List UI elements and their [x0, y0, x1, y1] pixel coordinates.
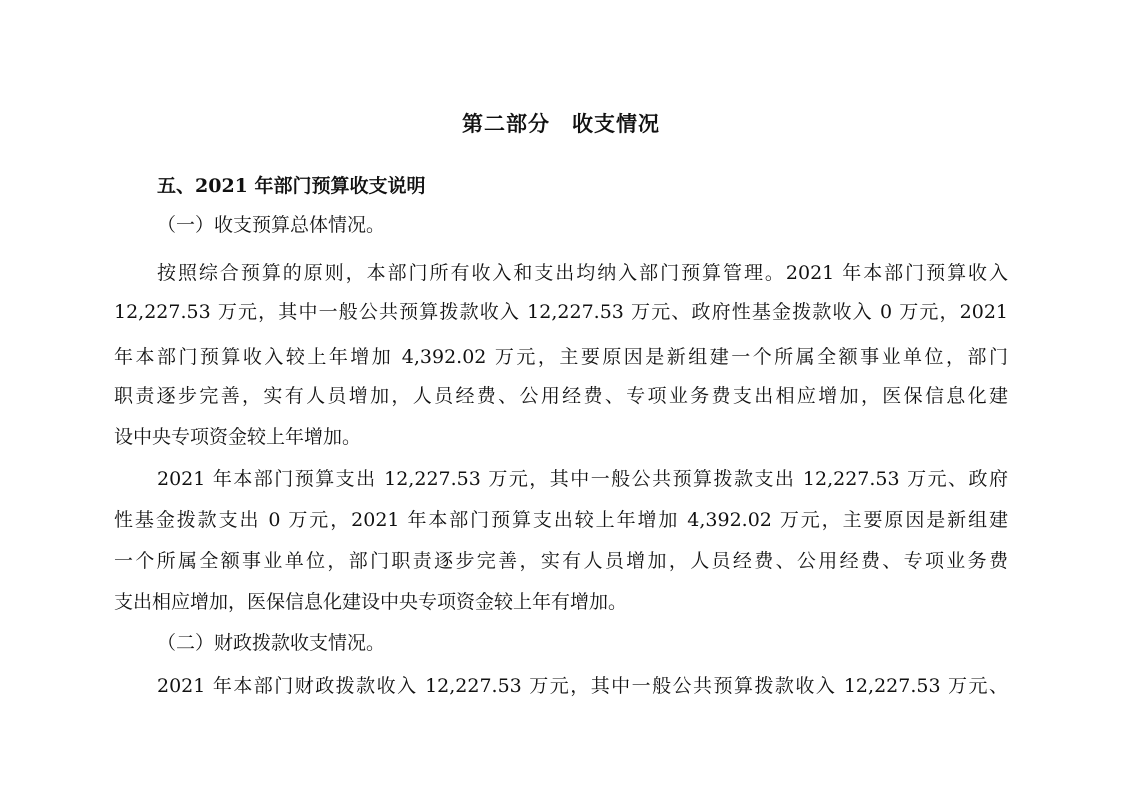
- paragraph-line: 设中央专项资金较上年增加。: [114, 426, 362, 448]
- paragraph-line: 年本部门预算收入较上年增加 4,392.02 万元，主要原因是新组建一个所属全额事业单位，部门: [114, 346, 1008, 368]
- paragraph-line: 按照综合预算的原则，本部门所有收入和支出均纳入部门预算管理。2021 年本部门预算收入: [157, 262, 1008, 284]
- part-title: 第二部分 收支情况: [462, 111, 660, 136]
- paragraph-line: 12,227.53 万元，其中一般公共预算拨款收入 12,227.53 万元、政府性基金拨款收入 0 万元，2021: [114, 301, 1008, 323]
- subsection-heading-1: （一）收支预算总体情况。: [157, 214, 386, 236]
- paragraph-line: 支出相应增加，医保信息化建设中央专项资金较上年有增加。: [114, 591, 628, 613]
- paragraph-line: 性基金拨款支出 0 万元，2021 年本部门预算支出较上年增加 4,392.02 万元，主要原因是新组建: [114, 509, 1008, 531]
- paragraph-line: 一个所属全额事业单位，部门职责逐步完善，实有人员增加，人员经费、公用经费、专项业务费: [114, 550, 1008, 572]
- paragraph-line: 2021 年本部门预算支出 12,227.53 万元，其中一般公共预算拨款支出 12,227.53 万元、政府: [157, 468, 1008, 490]
- section-heading: 五、2021 年部门预算收支说明: [157, 175, 426, 197]
- paragraph-line: 2021 年本部门财政拨款收入 12,227.53 万元，其中一般公共预算拨款收入 12,227.53 万元、: [157, 675, 1008, 697]
- subsection-heading-2: （二）财政拨款收支情况。: [157, 632, 386, 654]
- paragraph-line: 职责逐步完善，实有人员增加，人员经费、公用经费、专项业务费支出相应增加，医保信息化建: [114, 385, 1008, 407]
